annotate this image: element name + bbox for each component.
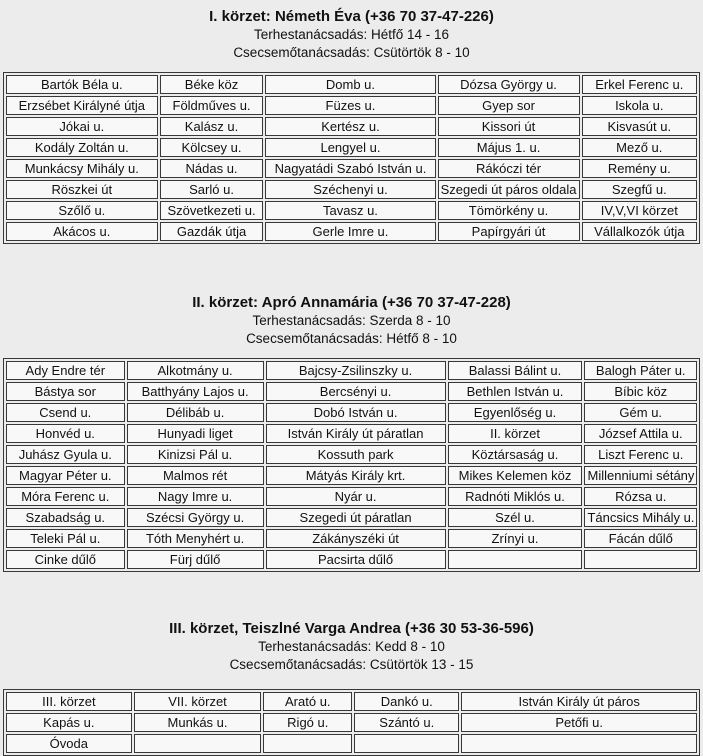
street-cell: Dankó u. [354, 692, 459, 711]
street-cell: Egyenlőség u. [448, 403, 583, 422]
street-cell [461, 734, 697, 753]
street-cell: Honvéd u. [6, 424, 125, 443]
street-cell: Rózsa u. [584, 487, 697, 506]
street-cell: Zákányszéki út [266, 529, 446, 548]
street-cell: Füzes u. [265, 96, 435, 115]
district-2-section [0, 294, 703, 572]
street-cell: Kissori út [438, 117, 580, 136]
table-row [6, 201, 697, 220]
street-cell: Tömörkény u. [438, 201, 580, 220]
street-cell: Batthyány Lajos u. [127, 382, 264, 401]
street-cell [354, 734, 459, 753]
street-cell: Tóth Menyhért u. [127, 529, 264, 548]
street-cell: Papírgyári út [438, 222, 580, 241]
street-cell: Móra Ferenc u. [6, 487, 125, 506]
street-cell: Béke köz [160, 75, 264, 94]
street-cell: Akácos u. [6, 222, 158, 241]
district-1-street-table [3, 72, 700, 244]
street-cell: Tavasz u. [265, 201, 435, 220]
street-cell: István Király út páratlan [266, 424, 446, 443]
district-1-header [0, 0, 703, 62]
district-2-street-table [3, 358, 700, 572]
district-3-street-table [3, 689, 700, 756]
street-cell: Bethlen István u. [448, 382, 583, 401]
street-cell: Juhász Gyula u. [6, 445, 125, 464]
table-row [6, 508, 697, 527]
district-2-title: II. körzet: Apró Annamária (+36 70 37-47-228) [192, 294, 511, 311]
district-1-section [0, 0, 703, 244]
street-cell: Gazdák útja [160, 222, 264, 241]
street-cell: Remény u. [582, 159, 697, 178]
street-cell: II. körzet [448, 424, 583, 443]
street-cell: Kossuth park [266, 445, 446, 464]
street-cell: Radnóti Miklós u. [448, 487, 583, 506]
district-3-section [0, 620, 703, 756]
street-cell: Gém u. [584, 403, 697, 422]
district-3-header [0, 620, 703, 674]
table-row [6, 550, 697, 569]
district-2-infant-consultation: Csecsemőtanácsadás: Hétfő 8 - 10 [246, 331, 457, 346]
street-cell: Millenniumi sétány [584, 466, 697, 485]
street-cell: Bíbic köz [584, 382, 697, 401]
street-cell: Kölcsey u. [160, 138, 264, 157]
table-row [6, 96, 697, 115]
table-row [6, 75, 697, 94]
street-cell: Röszkei út [6, 180, 158, 199]
table-row [6, 529, 697, 548]
street-cell: Dózsa György u. [438, 75, 580, 94]
district-3-pregnancy-consultation: Terhestanácsadás: Kedd 8 - 10 [258, 639, 445, 654]
street-cell [263, 734, 352, 753]
street-cell: Fürj dűlő [127, 550, 264, 569]
street-cell: VII. körzet [134, 692, 262, 711]
district-3-infant-consultation: Csecsemőtanácsadás: Csütörtök 13 - 15 [229, 657, 474, 672]
street-cell: Balogh Páter u. [584, 361, 697, 380]
street-cell: Kodály Zoltán u. [6, 138, 158, 157]
street-cell: Domb u. [265, 75, 435, 94]
street-cell: Cinke dűlő [6, 550, 125, 569]
table-row [6, 692, 697, 711]
street-cell [448, 550, 583, 569]
table-row [6, 734, 697, 753]
street-cell: Május 1. u. [438, 138, 580, 157]
table-row [6, 117, 697, 136]
street-cell: Pacsirta dűlő [266, 550, 446, 569]
street-cell: Szegedi út páratlan [266, 508, 446, 527]
street-cell: Szőlő u. [6, 201, 158, 220]
street-cell: Csend u. [6, 403, 125, 422]
street-cell: Balassi Bálint u. [448, 361, 583, 380]
street-cell: Délibáb u. [127, 403, 264, 422]
street-cell: Teleki Pál u. [6, 529, 125, 548]
street-cell: Szövetkezeti u. [160, 201, 264, 220]
table-row [6, 713, 697, 732]
street-cell: IV,V,VI körzet [582, 201, 697, 220]
table-row [6, 180, 697, 199]
street-cell: Liszt Ferenc u. [584, 445, 697, 464]
table-row [6, 361, 697, 380]
street-cell: Gerle Imre u. [265, 222, 435, 241]
street-cell: Munkás u. [134, 713, 262, 732]
street-cell: Sarló u. [160, 180, 264, 199]
table-row [6, 424, 697, 443]
street-cell: Vállalkozók útja [582, 222, 697, 241]
street-cell: Gyep sor [438, 96, 580, 115]
table-row [6, 222, 697, 241]
street-cell: Erkel Ferenc u. [582, 75, 697, 94]
street-cell: Mező u. [582, 138, 697, 157]
table-row [6, 445, 697, 464]
street-cell: Kinizsi Pál u. [127, 445, 264, 464]
street-cell: Dobó István u. [266, 403, 446, 422]
street-cell: Táncsics Mihály u. [584, 508, 697, 527]
street-cell: Magyar Péter u. [6, 466, 125, 485]
district-2-pregnancy-consultation: Terhestanácsadás: Szerda 8 - 10 [252, 313, 451, 328]
street-cell: Lengyel u. [265, 138, 435, 157]
street-cell: Jókai u. [6, 117, 158, 136]
street-cell: Bástya sor [6, 382, 125, 401]
street-cell: Arató u. [263, 692, 352, 711]
street-cell: Erzsébet Királyné útja [6, 96, 158, 115]
street-cell: Nagy Imre u. [127, 487, 264, 506]
street-cell: István Király út páros [461, 692, 697, 711]
street-cell: József Attila u. [584, 424, 697, 443]
street-cell: Széchenyi u. [265, 180, 435, 199]
street-cell: Munkácsy Mihály u. [6, 159, 158, 178]
street-cell: Szegedi út páros oldala [438, 180, 580, 199]
street-cell: Rákóczi tér [438, 159, 580, 178]
street-cell: Kertész u. [265, 117, 435, 136]
street-cell: Nyár u. [266, 487, 446, 506]
street-cell [134, 734, 262, 753]
street-cell: Mátyás Király krt. [266, 466, 446, 485]
street-cell: III. körzet [6, 692, 132, 711]
street-cell [584, 550, 697, 569]
street-cell: Kapás u. [6, 713, 132, 732]
street-cell: Köztársaság u. [448, 445, 583, 464]
street-cell: Zrínyi u. [448, 529, 583, 548]
street-cell: Szabadság u. [6, 508, 125, 527]
district-1-infant-consultation: Csecsemőtanácsadás: Csütörtök 8 - 10 [233, 45, 470, 60]
street-cell: Rigó u. [263, 713, 352, 732]
street-cell: Mikes Kelemen köz [448, 466, 583, 485]
street-cell: Petőfi u. [461, 713, 697, 732]
table-row [6, 466, 697, 485]
street-cell: Ady Endre tér [6, 361, 125, 380]
street-cell: Földműves u. [160, 96, 264, 115]
street-cell: Bajcsy-Zsilinszky u. [266, 361, 446, 380]
table-row [6, 382, 697, 401]
street-cell: Iskola u. [582, 96, 697, 115]
street-cell: Alkotmány u. [127, 361, 264, 380]
table-row [6, 487, 697, 506]
table-row [6, 138, 697, 157]
street-cell: Malmos rét [127, 466, 264, 485]
street-cell: Kalász u. [160, 117, 264, 136]
street-cell: Kisvasút u. [582, 117, 697, 136]
table-row [6, 159, 697, 178]
street-cell: Hunyadi liget [127, 424, 264, 443]
street-cell: Szegfű u. [582, 180, 697, 199]
district-3-title: III. körzet, Teiszlné Varga Andrea (+36 30 53-36-596) [169, 620, 534, 637]
street-cell: Bartók Béla u. [6, 75, 158, 94]
district-1-pregnancy-consultation: Terhestanácsadás: Hétfő 14 - 16 [253, 27, 450, 42]
street-cell: Fácán dűlő [584, 529, 697, 548]
street-cell: Bercsényi u. [266, 382, 446, 401]
district-1-title: I. körzet: Németh Éva (+36 70 37-47-226) [209, 8, 494, 25]
street-cell: Nagyatádi Szabó István u. [265, 159, 435, 178]
street-cell: Szécsi György u. [127, 508, 264, 527]
table-row [6, 403, 697, 422]
street-cell: Óvoda [6, 734, 132, 753]
district-2-header [0, 294, 703, 348]
street-cell: Szántó u. [354, 713, 459, 732]
street-cell: Nádas u. [160, 159, 264, 178]
street-cell: Szél u. [448, 508, 583, 527]
